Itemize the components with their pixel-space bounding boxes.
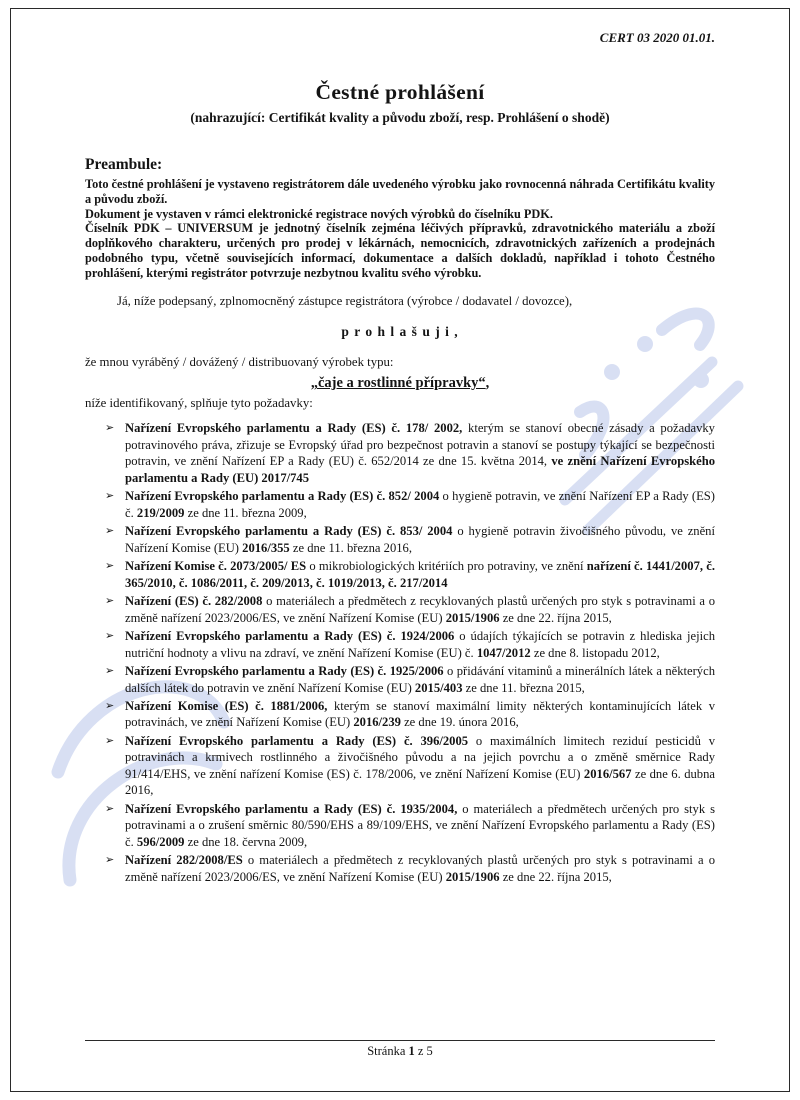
requirement-text: Nařízení Evropského parlamentu a Rady (ES) č. 178/ 2002, kterým se stanoví obecné zásady a požadavky potravinového práva, zřizuje se Evropský úřad pro bezpečnost potravin a stanoví se postupy týkající se bezpečnosti potravin, ve znění Nařízení EP a Rady (EU) č. 652/2014 ze dne 15. května 2014, ve znění Nařízení Evropského parlamentu a Rady (EU) 2017/745 <box>125 421 715 485</box>
bullet-arrow-icon: ➢ <box>105 422 115 435</box>
requirement-text: Nařízení Komise č. 2073/2005/ ES o mikrobiologických kritériích pro potraviny, ve znění nařízení č. 1441/2007, č. 365/2010, č. 1086/2011, č. 209/2013, č. 1019/2013, č. 217/2014 <box>125 559 715 590</box>
requirement-text: Nařízení 282/2008/ES o materiálech a předmětech z recyklovaných plastů určených pro styk s potravinami a o změně nařízení 2023/2006/ES, ve znění Nařízení Komise (EU) 2015/1906 ze dne 22. října 2015, <box>125 853 716 884</box>
bullet-arrow-icon: ➢ <box>105 854 115 867</box>
bullet-arrow-icon: ➢ <box>105 802 115 815</box>
requirement-text: Nařízení Evropského parlamentu a Rady (ES) č. 396/2005 o maximálních limitech reziduí pesticidů v potravinách a krmivech rostlinného a živočišného původu a na jejich povrchu a o změně směrnice Rady 91/414/EHS, ve znění nařízení Komise (ES) č. 178/2006, ve znění Nařízení Komise (EU) 2016/567 ze dne 6. dubna 2016, <box>125 733 715 798</box>
requirement-item <box>105 593 715 626</box>
requirement-item <box>105 733 715 799</box>
requirement-text: Nařízení Evropského parlamentu a Rady (ES) č. 853/ 2004 o hygieně potravin živočišného původu, ve znění Nařízení Komise (EU) 2016/355 ze dne 11. března 2016, <box>125 524 715 555</box>
preambule-text <box>85 177 715 280</box>
product-type-text: „čaje a rostlinné přípravky“ <box>310 375 486 392</box>
requirement-item <box>105 558 715 591</box>
requirement-item <box>105 663 715 696</box>
requirement-item <box>105 801 715 850</box>
requirement-text: Nařízení Evropského parlamentu a Rady (ES) č. 1925/2006 o přidávání vitaminů a minerálních látek a některých dalších látek do potravin ve znění Nařízení Komise (EU) 2015/403 ze dne 11. března 2015, <box>125 664 715 695</box>
requirement-item <box>105 488 715 521</box>
preambule-paragraph: Číselník PDK – UNIVERSUM je jednotný číselník zejména léčivých přípravků, zdravotnického materiálu a zboží doplňkového charakteru, určených pro prodej v lékárnách, nemocnicích, zdravotnických zařízeních a prodejnách podobného typu, včetně souvisejících informací, dokumentace a dalších dokladů, například i tohoto Čestného prohlášení, kterými registrátor potvrzuje nezbytnou kvalitu svého výrobku. <box>85 221 715 280</box>
bullet-arrow-icon: ➢ <box>105 630 115 643</box>
requirement-text: Nařízení Evropského parlamentu a Rady (ES) č. 1935/2004, o materiálech a předmětech určených pro styk s potravinami a o zrušení směrnic 80/590/EHS a 89/109/EHS, ve znění Nařízení Evropského parlamentu a Rady (ES) č. 596/2009 ze dne 18. června 2009, <box>125 801 715 849</box>
requirement-text: Nařízení Komise (ES) č. 1881/2006, kterým se stanoví maximální limity některých kontaminujících látek v potravinách, ve znění Nařízení Komise (EU) 2016/239 ze dne 19. února 2016, <box>125 699 715 730</box>
declaration-intro: Já, níže podepsaný, zplnomocněný zástupce registrátora (výrobce / dodavatel / dovozce), <box>117 294 573 309</box>
requirement-text: Nařízení (ES) č. 282/2008 o materiálech a předmětech z recyklovaných plastů určených pro styk s potravinami a o změně nařízení 2023/2006/ES, ve znění Nařízení Komise (EU) 2015/1906 ze dne 22. října 2015, <box>125 594 715 625</box>
requirements-intro: níže identifikovaný, splňuje tyto požadavky: <box>85 396 313 411</box>
product-type <box>85 375 715 392</box>
document-body <box>85 0 715 887</box>
product-type-suffix: , <box>485 375 490 392</box>
bullet-arrow-icon: ➢ <box>105 490 115 503</box>
requirement-item <box>105 852 715 885</box>
footer-rule <box>85 1040 715 1041</box>
document-subtitle: (nahrazující: Certifikát kvality a původu zboží, resp. Prohlášení o shodě) <box>190 110 610 125</box>
bullet-arrow-icon: ➢ <box>105 734 115 747</box>
requirement-text: Nařízení Evropského parlamentu a Rady (ES) č. 1924/2006 o údajích týkajících se potravin z hlediska jejich nutriční hodnoty a vlivu na zdraví, ve znění Nařízení Komise (EU) č. 1047/2012 ze dne 8. listopadu 2012, <box>125 629 715 660</box>
requirement-item <box>105 420 715 486</box>
product-line: že mnou vyráběný / dovážený / distribuovaný výrobek typu: <box>85 355 394 370</box>
declare-word: p r o h l a š u j i , <box>341 324 459 340</box>
requirements-list <box>85 420 715 885</box>
bullet-arrow-icon: ➢ <box>105 700 115 712</box>
requirement-item <box>105 698 715 731</box>
bullet-arrow-icon: ➢ <box>105 595 115 608</box>
requirement-item <box>105 523 715 556</box>
bullet-arrow-icon: ➢ <box>105 560 115 573</box>
document-title: Čestné prohlášení <box>315 80 485 104</box>
preambule-heading: Preambule: <box>85 156 163 173</box>
preambule-paragraph: Toto čestné prohlášení je vystaveno registrátorem dále uvedeného výrobku jako rovnocenná náhrada Certifikátu kvality a původu zboží. <box>85 177 715 206</box>
bullet-arrow-icon: ➢ <box>105 665 115 678</box>
page-number: Stránka 1 z 5 <box>367 1044 433 1058</box>
requirement-text: Nařízení Evropského parlamentu a Rady (ES) č. 852/ 2004 o hygieně potravin, ve znění Nařízení EP a Rady (ES) č. 219/2009 ze dne 11. března 2009, <box>125 489 715 520</box>
page-footer <box>85 1040 715 1059</box>
requirement-item <box>105 628 715 661</box>
document-code: CERT 03 2020 01.01. <box>599 30 715 45</box>
preambule-paragraph: Dokument je vystaven v rámci elektronické registrace nových výrobků do číselníku PDK. <box>85 206 553 221</box>
bullet-arrow-icon: ➢ <box>105 525 115 538</box>
